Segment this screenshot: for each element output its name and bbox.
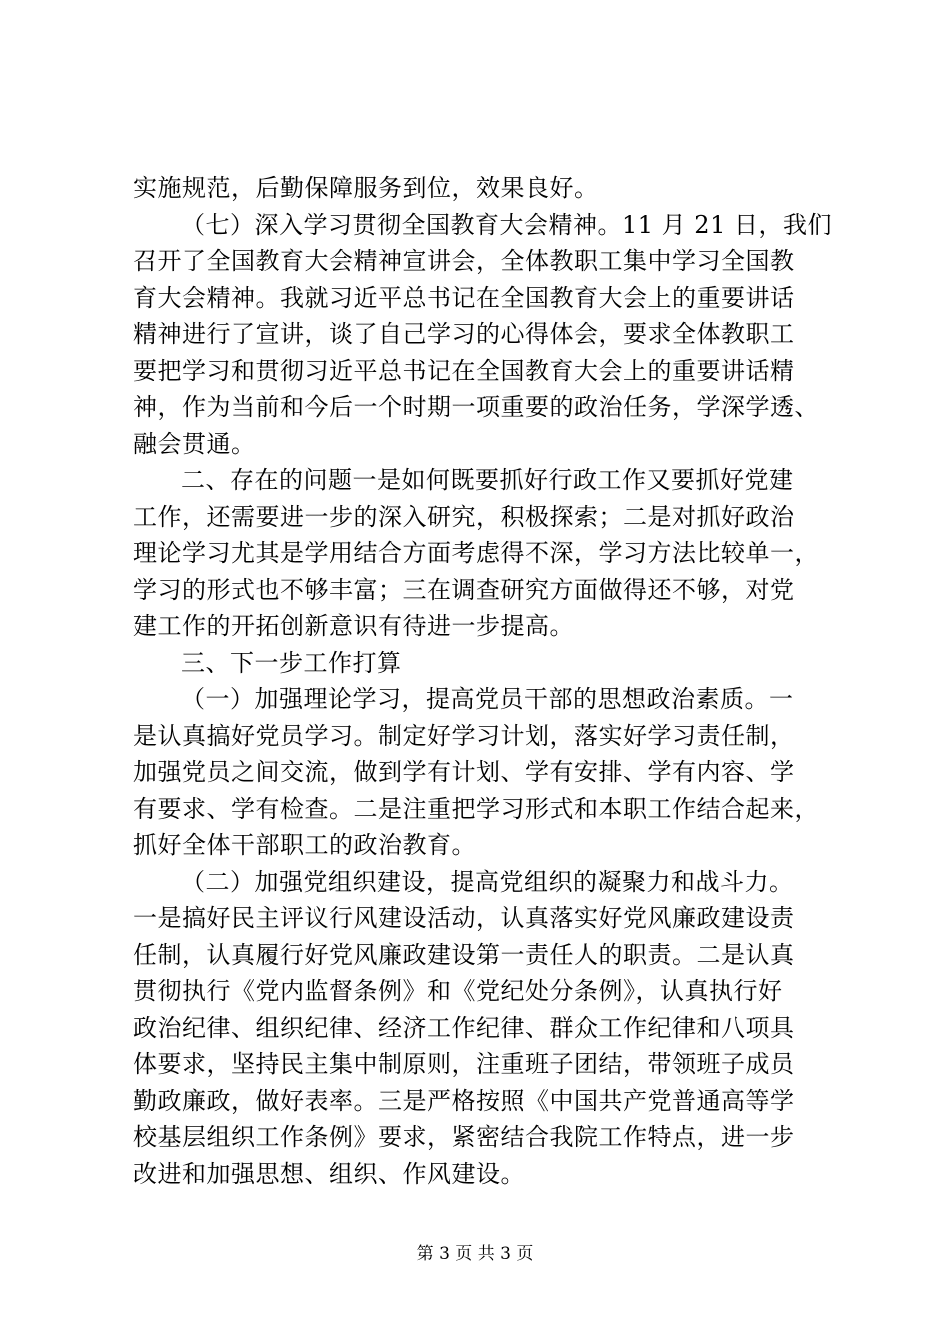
text-line: 融会贯通。 (133, 429, 256, 458)
text-line: 任制，认真履行好党风廉政建设第一责任人的职责。二是认真 (133, 940, 795, 969)
text-line: 神，作为当前和今后一个时期一项重要的政治任务，学深学透、 (133, 393, 819, 421)
text-line: 三、下一步工作打算 (181, 648, 402, 677)
text-line: 校基层组织工作条例》要求，紧密结合我院工作特点，进一步 (133, 1123, 795, 1151)
text-line: 育大会精神。我就习近平总书记在全国教育大会上的重要讲话 (133, 283, 795, 312)
text-line: （七）深入学习贯彻全国教育大会精神。11 月 21 日，我们 (181, 210, 832, 239)
text-line: 加强党员之间交流，做到学有计划、学有安排、学有内容、学 (133, 758, 795, 786)
text-line: （一）加强理论学习，提高党员干部的思想政治素质。一 (181, 685, 794, 713)
text-line: 抓好全体干部职工的政治教育。 (133, 831, 476, 859)
text-line: 精神进行了宣讲，谈了自己学习的心得体会，要求全体教职工 (133, 320, 795, 348)
document-body (133, 170, 833, 1192)
text-line: 召开了全国教育大会精神宣讲会，全体教职工集中学习全国教 (133, 247, 795, 275)
text-line: 一是搞好民主评议行风建设活动，认真落实好党风廉政建设责 (133, 904, 795, 932)
page-number-footer: 第 3 页 共 3 页 (416, 1244, 534, 1264)
text-line: 学习的形式也不够丰富；三在调查研究方面做得还不够，对党 (133, 575, 795, 604)
text-line: 勤政廉政，做好表率。三是严格按照《中国共产党普通高等学 (133, 1086, 795, 1115)
text-line: 有要求、学有检查。二是注重把学习形式和本职工作结合起来， (133, 794, 819, 823)
text-line: 二、存在的问题一是如何既要抓好行政工作又要抓好党建 (181, 466, 794, 494)
text-line: （二）加强党组织建设，提高党组织的凝聚力和战斗力。 (181, 867, 794, 896)
text-line: 体要求，坚持民主集中制原则，注重班子团结，带领班子成员 (133, 1050, 795, 1078)
text-line: 要把学习和贯彻习近平总书记在全国教育大会上的重要讲话精 (133, 356, 795, 385)
text-line: 实施规范，后勤保障服务到位，效果良好。 (133, 174, 599, 202)
text-line: 改进和加强思想、组织、作风建设。 (133, 1159, 525, 1188)
text-line: 理论学习尤其是学用结合方面考虑得不深，学习方法比较单一， (133, 539, 819, 567)
text-line: 建工作的开拓创新意识有待进一步提高。 (133, 612, 574, 640)
text-line: 是认真搞好党员学习。制定好学习计划，落实好学习责任制， (133, 721, 795, 750)
text-line: 政治纪律、组织纪律、经济工作纪律、群众工作纪律和八项具 (133, 1013, 795, 1042)
text-line: 贯彻执行《党内监督条例》和《党纪处分条例》，认真执行好 (133, 977, 783, 1005)
text-line: 工作，还需要进一步的深入研究，积极探索；二是对抓好政治 (133, 502, 795, 531)
